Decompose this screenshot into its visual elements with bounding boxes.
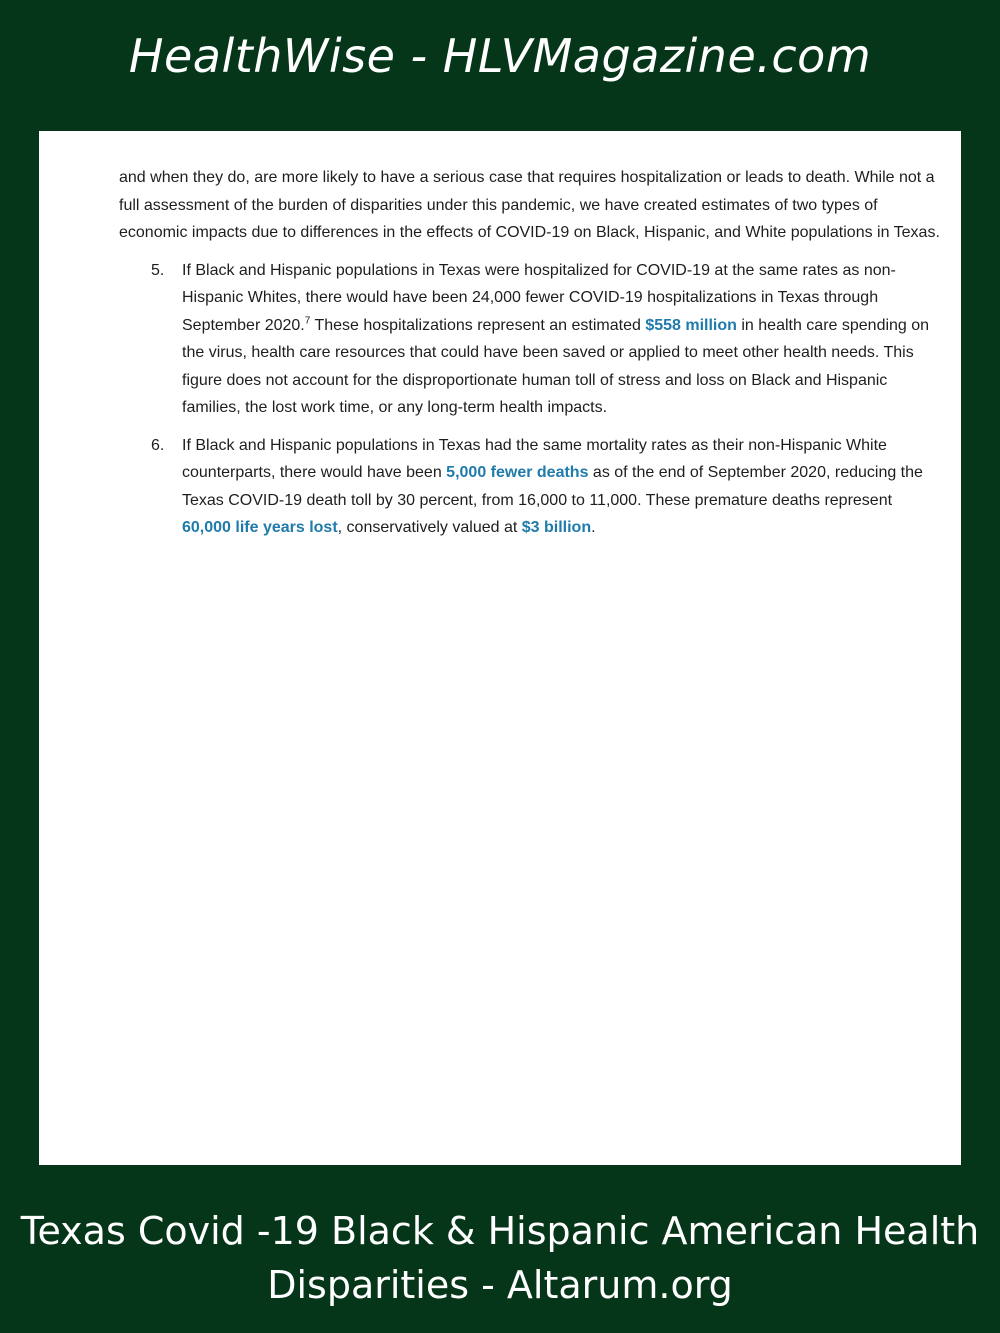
item-text: If Black and Hispanic populations in Texas had the same mortality rates as their non-Hispanic White counterparts, there would have been [182,436,887,481]
intro-paragraph: and when they do, are more likely to have a serious case that requires hospitalization or leads to death. While not a full assessment of the burden of disparities under this pandemic, we have created estimates of two types of economic impacts due to differences in the effects of COVID-19 on Black, Hispanic, and White populations in Texas. [119,169,940,241]
footer-caption-line-1: Texas Covid -19 Black & Hispanic American Health [20,1209,980,1253]
item-text: If Black and Hispanic populations in Texas were hospitalized for COVID-19 at the same rates as non-Hispanic Whites, there would have been 24,000 fewer COVID-19 hospitalizations in Texas through September 2020. [182,261,896,334]
item-text: . [591,519,596,536]
list-item-number: 6. [151,436,165,454]
footer-caption [0,1204,1000,1312]
item-text: in health care spending on the virus, health care resources that could have been saved or applied to meet other health needs. This figure does not account for the disproportionate human toll of stress and loss on Black and Hispanic families, the lost work time, or any long-term health impacts. [182,316,930,416]
list-item-6 [119,432,945,542]
footer-caption-line-2: Disparities - Altarum.org [267,1263,733,1307]
item-text: These hospitalizations represent an estimated [310,316,646,334]
item-text: , conservatively valued at [337,519,522,536]
list-item-5 [119,257,945,422]
header-title: HealthWise - HLVMagazine.com [128,29,872,83]
highlight-558-million: $558 million [645,316,737,334]
footnote-ref: 7 [304,315,311,327]
highlight-fewer-deaths: 5,000 fewer deaths [446,464,589,481]
document-body [119,164,949,552]
highlight-3-billion: $3 billion [521,519,592,536]
item-text: as of the end of September 2020, reducing the Texas COVID-19 death toll by 30 percent, from 16,000 to 11,000. These premature deaths represent [182,464,923,509]
list-item-number: 5. [151,261,165,279]
document-page [39,131,961,1165]
highlight-life-years-lost: 60,000 life years lost [182,519,338,536]
